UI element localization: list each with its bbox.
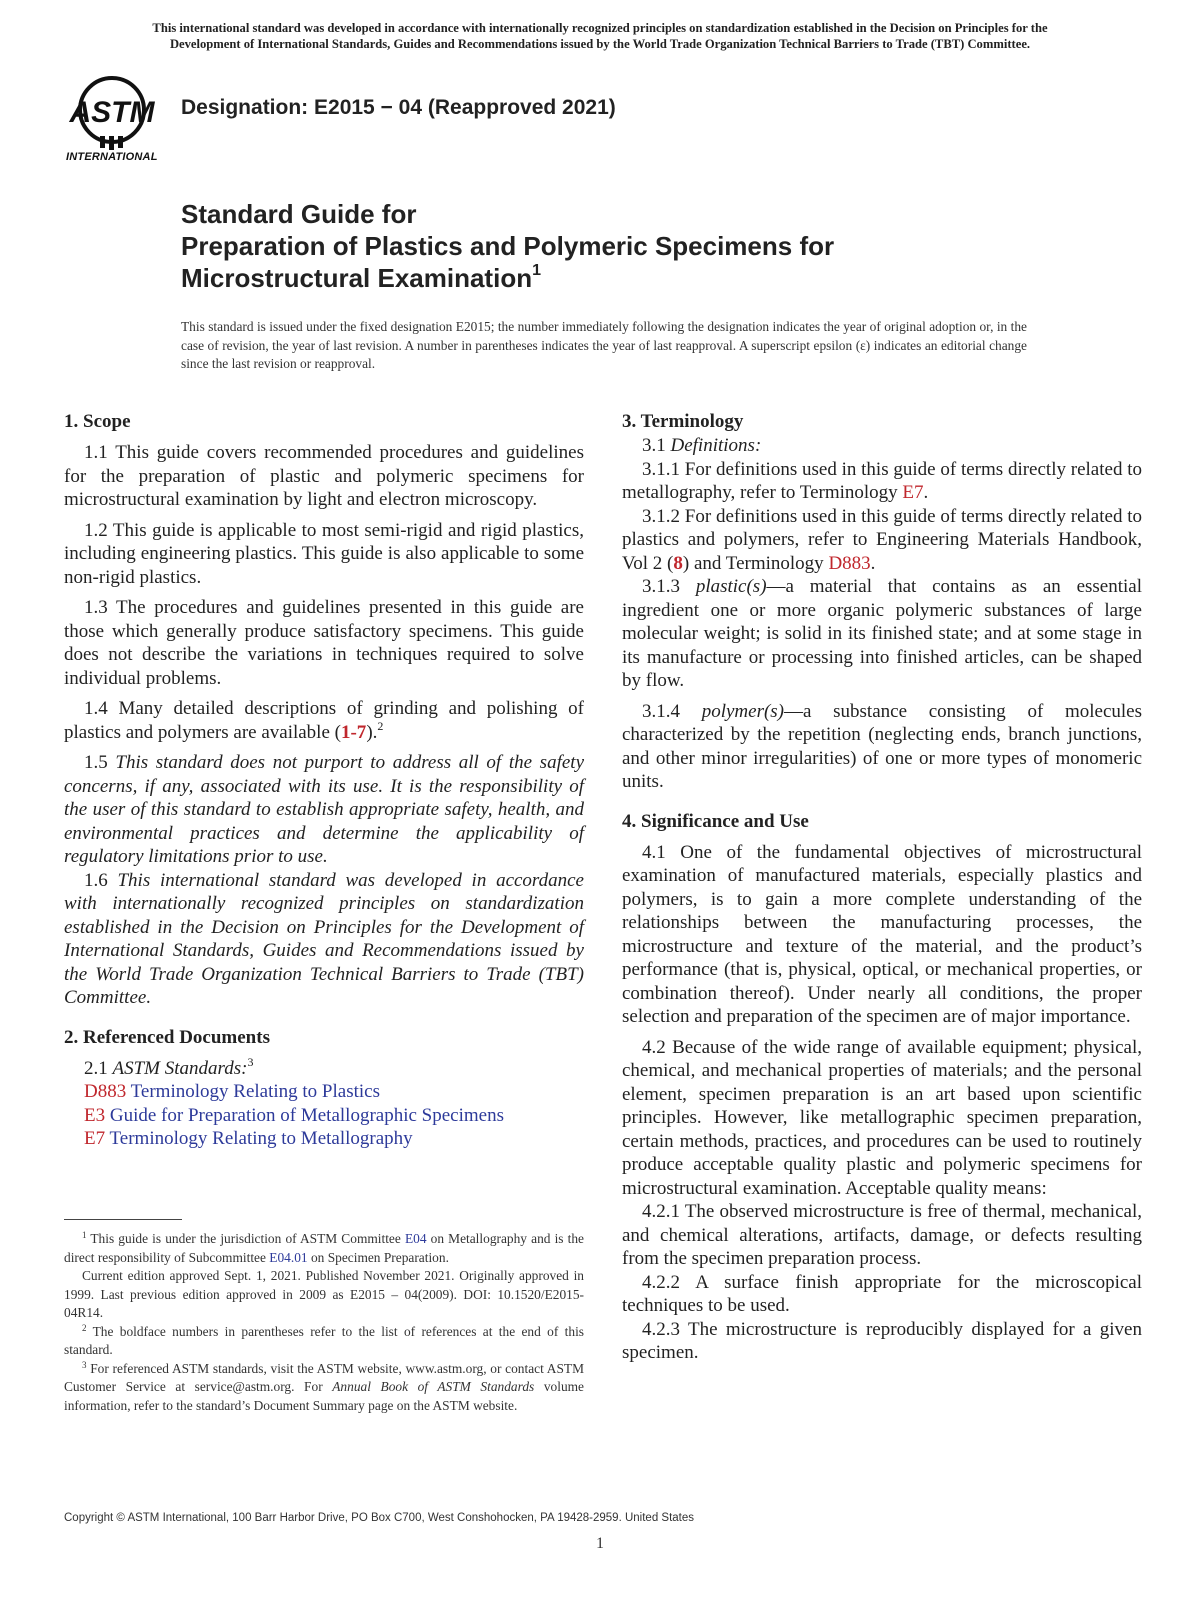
- footnote-3-italic: Annual Book of ASTM Standards: [332, 1379, 535, 1394]
- para-3-1-2-mid: ) and Terminology: [682, 552, 829, 574]
- para-1-6: [64, 869, 584, 1010]
- footnote-1-edition: Current edition approved Sept. 1, 2021. Published November 2021. Originally approved in 1999. Last previous edition approved in 2009 as E2015 – 04(2009). DOI: 10.1520/E2015-04R14.: [64, 1268, 584, 1320]
- reference-code[interactable]: E3: [84, 1104, 106, 1126]
- terminology-e7-link[interactable]: E7: [902, 482, 924, 503]
- para-3-1-4: [622, 700, 1142, 794]
- para-3-1-4-num: 3.1.4: [642, 700, 702, 722]
- footnote-3-mark: 3: [82, 1359, 87, 1370]
- issue-note: This standard is issued under the fixed designation E2015; the number immediately following the designation indicates the year of original adoption or, in the case of revision, the year of last revision. A number in parentheses indicates the year of last reapproval. A superscript epsilon (ε) indicates an editorial change since the last revision or reapproval.: [181, 319, 1027, 371]
- left-column: [64, 410, 584, 1151]
- footnote-1-text-a: This guide is under the jurisdiction of ASTM Committee: [86, 1231, 405, 1246]
- scope-heading: 1. Scope: [64, 411, 131, 432]
- para-3-1-2-text: 3.1.2 For definitions used in this guide of terms directly related to plastics and polymers, refer to Engineering Materials Handbook, Vol 2 (: [622, 505, 1142, 574]
- para-3-1: [622, 434, 1142, 458]
- terminology-heading: 3. Terminology: [622, 411, 744, 432]
- para-1-6-num: 1.6: [84, 869, 118, 891]
- reference-e3[interactable]: [64, 1104, 584, 1128]
- para-1-2: 1.2 This guide is applicable to most semi-rigid and rigid plastics, including engineering plastics. This guide is also applicable to some non-rigid plastics.: [64, 519, 584, 588]
- reference-title[interactable]: Guide for Preparation of Metallographic Specimens: [105, 1104, 504, 1126]
- title-line-3-text: Microstructural Examination: [181, 263, 533, 293]
- para-4-2-2: 4.2.2 A surface finish appropriate for the microscopical techniques to be used.: [622, 1271, 1142, 1316]
- para-3-1-3: [622, 575, 1142, 693]
- committee-e04-link[interactable]: E04: [404, 1231, 427, 1246]
- para-2-1-num: 2.1: [84, 1057, 113, 1079]
- designation: Designation: E2015 − 04 (Reapproved 2021): [181, 96, 616, 119]
- logo-subtext: INTERNATIONAL: [66, 151, 158, 163]
- reference-code[interactable]: E7: [84, 1128, 106, 1149]
- reference-title[interactable]: Terminology Relating to Metallography: [105, 1128, 413, 1149]
- para-1-3: 1.3 The procedures and guidelines presented in this guide are those which generally produce satisfactory specimens. This guide does not describe the variations in techniques required to solve individual problems.: [64, 597, 584, 689]
- para-3-1-1-text: 3.1.1 For definitions used in this guide of terms directly related to metallography, refer to Terminology: [622, 458, 1142, 503]
- referenced-documents-heading: 2. Referenced Documents: [64, 1026, 270, 1048]
- subcommittee-e04-01-link[interactable]: E04.01: [269, 1249, 308, 1265]
- right-column: [622, 410, 1142, 1365]
- top-notice-line-2: Development of International Standards, Guides and Recommendations issued by the World Trade Organization Technical Barriers to Trade (TBT) Committee.: [169, 37, 1031, 51]
- para-3-1-1: [622, 458, 1142, 505]
- title-footnote-mark: 1: [532, 262, 541, 279]
- para-3-1-4-text: —a substance consisting of molecules characterized by the repetition (neglecting ends, branch junctions, and other minor irregularities) of one or more types of monomeric units.: [622, 700, 1143, 792]
- term-plastics: plastic(s): [695, 576, 767, 597]
- title-line-2: Preparation of Plastics and Polymeric Specimens for: [181, 231, 835, 261]
- para-1-6-text: This international standard was developed in accordance with internationally recognized principles on standardization established in the Decision on Principles for the Development of International Standards, Guides and Recommendations issued by the World Trade Organization Technical Barriers to Trade (TBT) Committee.: [64, 869, 584, 1008]
- footnote-3-text-a: For referenced ASTM standards, visit the ASTM website, www.astm.org, or contact ASTM Customer Service at service@astm.org. For: [64, 1360, 584, 1394]
- copyright-notice: Copyright © ASTM International, 100 Barr Harbor Drive, PO Box C700, West Conshohocken, PA 19428-2959. United States: [64, 1512, 695, 1524]
- para-4-2-3: 4.2.3 The microstructure is reproducibly displayed for a given specimen.: [622, 1318, 1142, 1363]
- page-number: 1: [596, 1535, 604, 1552]
- title-line-3: [181, 262, 1081, 294]
- para-1-5: [64, 751, 584, 869]
- footnote-divider: [64, 1219, 182, 1220]
- para-3-1-text: Definitions:: [670, 435, 762, 456]
- footnote-2-text: The boldface numbers in parentheses refer to the list of references at the end of this standard.: [64, 1323, 584, 1357]
- para-3-1-2-end: .: [870, 552, 876, 574]
- para-3-1-3-text: —a material that contains as an essential ingredient one or more organic polymeric substances of large molecular weight; is solid in its finished state; and at some stage in its manufacture or processing into finished articles, can be shaped by flow.: [622, 576, 1143, 691]
- para-4-2-1: 4.2.1 The observed microstructure is free of thermal, mechanical, and chemical alterations, artifacts, damage, or defects resulting from the specimen preparation process.: [622, 1201, 1142, 1269]
- para-3-1-3-num: 3.1.3: [642, 576, 696, 597]
- para-4-1: 4.1 One of the fundamental objectives of microstructural examination of manufactured materials, especially plastics and polymers, is to gain a more complete understanding of the relationships between the manufacturing processes, the microstructure and texture of the material, and the product’s performance (that is, physical, optical, or mechanical properties, or combination thereof). Under nearly all conditions, the proper selection and preparation of the specimen are of major importance.: [622, 841, 1142, 1027]
- footnote-3-text-b: volume information, refer to the standard’s Document Summary page on the ASTM website.: [64, 1379, 584, 1413]
- term-polymers: polymer(s): [701, 700, 785, 722]
- footnote-mark-3: 3: [247, 1054, 254, 1069]
- reference-link-8[interactable]: 8: [673, 552, 683, 574]
- significance-heading: 4. Significance and Use: [622, 810, 809, 832]
- reference-code[interactable]: D883: [84, 1081, 127, 1102]
- reference-e7[interactable]: [64, 1127, 584, 1151]
- title-line-1: Standard Guide for: [181, 199, 417, 229]
- terminology-d883-link[interactable]: D883: [828, 552, 871, 574]
- top-notice: [60, 20, 1140, 52]
- para-1-4-end: ).: [366, 721, 378, 743]
- footnote-2: [64, 1323, 584, 1360]
- logo-text: ASTM: [69, 96, 155, 129]
- para-3-1-num: 3.1: [642, 435, 671, 456]
- document-title: [181, 198, 1081, 294]
- footnote-1: [64, 1230, 584, 1267]
- footnote-1-text-b: on Metallography and is the direct responsibility of Subcommittee: [64, 1231, 584, 1265]
- top-notice-line-1: This international standard was developed in accordance with internationally recognized principles on standardization established in the Decision on Principles for the: [152, 21, 1048, 35]
- para-1-4-text: 1.4 Many detailed descriptions of grinding and polishing of plastics and polymers are available (: [64, 698, 584, 743]
- para-3-1-1-end: .: [923, 482, 929, 503]
- reference-link-1-7[interactable]: 1-7: [340, 721, 367, 743]
- para-2-1-text: ASTM Standards:: [112, 1057, 248, 1079]
- para-1-4: [64, 697, 584, 744]
- footnotes: [64, 1230, 584, 1415]
- reference-d883[interactable]: [64, 1080, 584, 1104]
- reference-title[interactable]: Terminology Relating to Plastics: [126, 1081, 380, 1102]
- para-1-5-num: 1.5: [84, 752, 116, 773]
- para-1-5-text: This standard does not purport to address all of the safety concerns, if any, associated with its use. It is the responsibility of the user of this standard to establish appropriate safety, health, and environmental practices and determine the applicability of regulatory limitations prior to use.: [64, 752, 584, 867]
- para-3-1-2: [622, 505, 1142, 576]
- footnote-1-mark: 1: [82, 1230, 87, 1240]
- para-2-1: [64, 1054, 584, 1081]
- para-1-1: 1.1 This guide covers recommended procedures and guidelines for the preparation of plastic and polymeric specimens for microstructural examination by light and electron microscopy.: [64, 442, 584, 510]
- footnote-2-mark: 2: [82, 1322, 87, 1333]
- footnote-1-text-c: on Specimen Preparation.: [307, 1249, 449, 1265]
- footnote-mark-2: 2: [377, 718, 384, 733]
- footnote-3: [64, 1360, 584, 1416]
- para-4-2: 4.2 Because of the wide range of available equipment; physical, chemical, and mechanical properties of materials; and the personal element, specimen preparation is an art based upon scientific principles. However, like metallographic specimen preparation, certain methods, practices, and procedures can be used to routinely produce acceptable quality plastic and polymeric specimens for microstructural examination. Acceptable quality means:: [622, 1036, 1142, 1199]
